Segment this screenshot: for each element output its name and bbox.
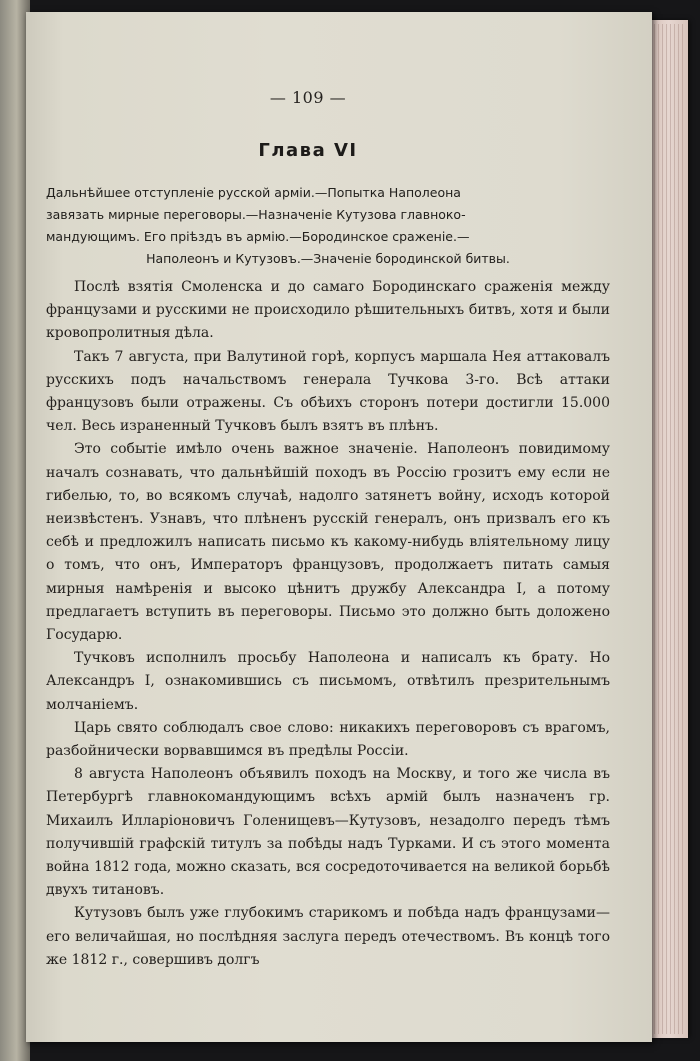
body-text xyxy=(46,276,610,972)
book-page xyxy=(26,12,652,1042)
summary-line: завязать мирные переговоры.—Назначеніе Кутузова главноко- xyxy=(46,207,466,222)
paragraph: Царь свято соблюдалъ свое слово: никакихъ переговоровъ съ врагомъ, разбойнически ворвавшимся въ предѣлы Россіи. xyxy=(46,719,610,760)
summary-line: мандующимъ. Его пріѣздъ въ армію.—Бородинское сраженіе.— xyxy=(46,229,470,244)
paragraph: Это событіе имѣло очень важное значеніе. Наполеонъ повидимому началъ сознавать, что дальнѣйшій походъ въ Россію грозитъ ему если не гибелью, то, во всякомъ случаѣ, надолго затянетъ войну, исходъ которой неизвѣстенъ. Узнавъ, что плѣненъ русскій генералъ, онъ призвалъ его къ себѣ и предложилъ написать письмо къ какому-нибудь вліятельному лицу о томъ, что онъ, Императоръ французовъ, продолжаетъ питать самыя мирныя намѣренія и высоко цѣнитъ дружбу Александра I, а потому предлагаетъ вступить въ переговоры. Письмо это должно быть доложено Государю. xyxy=(46,441,610,644)
paragraph: 8 августа Наполеонъ объявилъ походъ на Москву, и того же числа въ Петербургѣ главнокомандующимъ всѣхъ армій былъ назначенъ гр. Михаилъ Илларіоновичъ Голенищевъ—Кутузовъ, незадолго передъ тѣмъ получившій графскій титулъ за побѣды надъ Турками. И съ этого момента война 1812 года, можно сказать, вся сосредоточивается на великой борьбѣ двухъ титановъ. xyxy=(46,766,610,899)
summary-line: Дальнѣйшее отступленіе русской арміи.—Попытка Наполеона xyxy=(46,185,461,200)
chapter-summary xyxy=(46,182,610,270)
paragraph: Кутузовъ былъ уже глубокимъ старикомъ и побѣда надъ французами—его величайшая, но послѣдняя заслуга передъ отечествомъ. Въ концѣ того же 1812 г., совершивъ долгъ xyxy=(46,905,610,968)
paragraph: Тучковъ исполнилъ просьбу Наполеона и написалъ къ брату. Но Александръ I, ознакомившись съ письмомъ, отвѣтилъ презрительнымъ молчаніемъ. xyxy=(46,650,610,713)
paragraph: Послѣ взятія Смоленска и до самаго Бородинскаго сраженія между французами и русскими не происходило рѣшительныхъ битвъ, хотя и были кровопролитныя дѣла. xyxy=(46,279,610,342)
paragraph: Такъ 7 августа, при Валутиной горѣ, корпусъ маршала Нея аттаковалъ русскихъ подъ начальствомъ генерала Тучкова 3-го. Всѣ аттаки французовъ были отражены. Съ обѣихъ сторонъ потери достигли 15.000 чел. Весь израненный Тучковъ былъ взятъ въ плѣнъ. xyxy=(46,348,610,435)
page-number: — 109 — xyxy=(269,88,347,107)
summary-line: Наполеонъ и Кутузовъ.—Значеніе бородинской битвы. xyxy=(146,251,510,266)
chapter-title: Глава VI xyxy=(258,140,358,161)
